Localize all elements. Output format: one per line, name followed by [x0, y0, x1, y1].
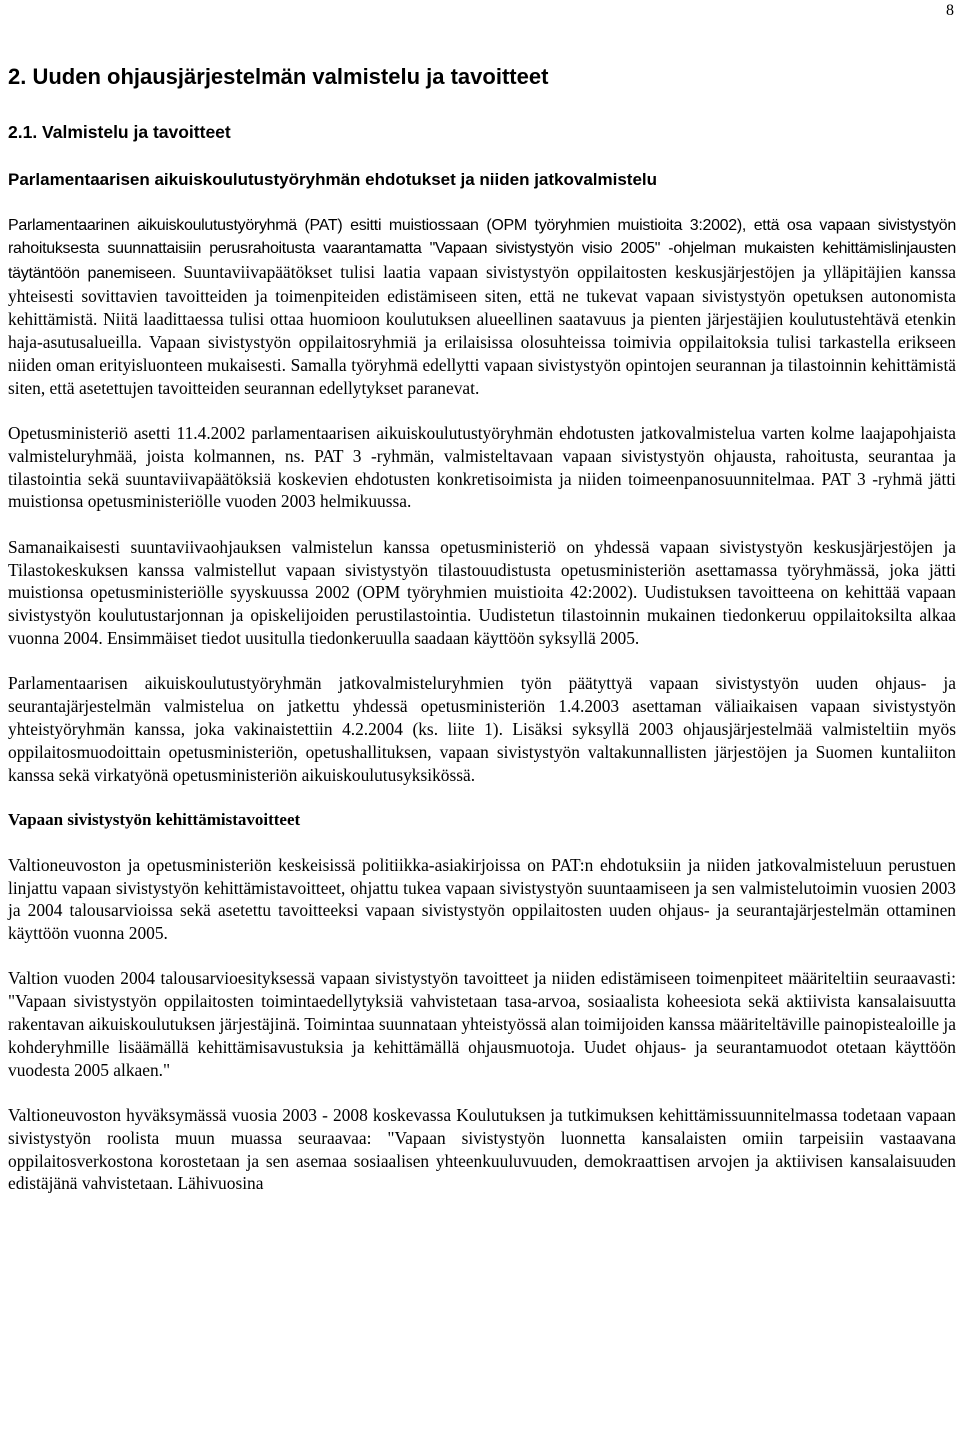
page-number: 8 — [946, 2, 954, 19]
document-body — [8, 64, 956, 1218]
paragraph-6: Valtion vuoden 2004 talousarvioesityksessä vapaan sivistystyön tavoitteet ja niiden edistämiseen toimenpiteet määriteltiin seuraavasti: "Vapaan sivistystyön oppilaitosten toimintaedellytyksiä vahvistetaan tasa-arvoa, sosiaalista koheesiota sekä aktiivista kansalaisuutta rakentavan aikuiskoulutuksen järjestäjinä. Toimintaa suunnataan yhteistyössä alan toimijoiden kanssa määriteltäville painopistealoille ja kohderyhmille lisäämällä kehittämisavustuksia ja kehittämällä ohjausmuotoja. Uudet ohjaus- ja seurantamuodot otetaan käyttöön vuodesta 2005 alkaen." — [8, 968, 956, 1080]
goals-heading: Vapaan sivistystyön kehittämistavoitteet — [8, 809, 301, 829]
section-heading: 2.1. Valmistelu ja tavoitteet — [8, 122, 231, 142]
paragraph-1-sans-part: Parlamentaarinen aikuiskoulutustyöryhmä (PAT) esitti muistiossaan (OPM työryhmien muistioita 3:2002), että osa vapaan sivistystyön rahoituksesta suunnattaisiin perusrahoitusta vaarantamatta "Vapaan sivistystyön visio 2005" -ohjelman mukaisten kehittämislinjausten täytäntöön panemiseen. — [8, 217, 956, 282]
paragraph-3: Samanaikaisesti suuntaviivaohjauksen valmistelun kanssa opetusministeriö on yhdessä vapaan sivistystyön keskusjärjestöjen ja Tilastokeskuksen kanssa valmistellut vapaan sivistystyön tilastouudistusta opetusministeriön asettamassa työryhmässä, joka jätti muistionsa opetusministeriölle syyskuussa 2002 (OPM työryhmien muistioita 42:2002). Uudistuksen tavoitteena on kehittää vapaan sivistystyön koulutustarjonnan ja opiskelijoiden perustilastointia. Uudistetun tilastoinnin mukainen tiedonkeruu oppilaitoksilta alkaa vuonna 2004. Ensimmäiset tiedot uusitulla tiedonkeruulla saadaan käyttöön syksyllä 2005. — [8, 536, 956, 648]
subsection-heading: Parlamentaarisen aikuiskoulutustyöryhmän ehdotukset ja niiden jatkovalmistelu — [8, 170, 658, 189]
paragraph-1 — [8, 215, 956, 399]
chapter-heading: 2. Uuden ohjausjärjestelmän valmistelu ja tavoitteet — [8, 64, 549, 89]
paragraph-1-serif-part: Suuntaviivapäätökset tulisi laatia vapaan sivistystyön oppilaitosten keskusjärjestöjen ja ylläpitäjien kanssa yhteisesti sovittavien tavoitteiden ja toimenpiteiden edistämiseen siten, että ne tukevat vapaan sivistystyön opetuksen autonomista kehittämistä. Niitä laadittaessa tulisi ottaa huomioon koulutuksen alueellinen saatavuus ja pienten järjestäjien koulutustehtävä etenkin haja-asutusalueilla. Vapaan sivistystyön oppilaitosryhmiä ja erilaisissa olosuhteissa toimivia oppilaitoksia tulisi tarkastella erikseen niiden oman erityisluonteen mukaisesti. Samalla työryhmä edellytti vapaan sivistystyön opintojen seurannan ja tilastoinnin kehittämistä siten, että asetettujen tavoitteiden seurannan edellytykset paranevat. — [8, 261, 956, 398]
paragraph-7: Valtioneuvoston hyväksymässä vuosia 2003 - 2008 koskevassa Koulutuksen ja tutkimuksen kehittämissuunnitelmassa todetaan vapaan sivistystyön roolista muun muassa seuraavaa: "Vapaan sivistystyön luonnetta kansalaisten omiin tarpeisiin vastaavana oppilaitosverkostona korostetaan ja sen asemaa sosiaalisen yhteenkuuluvuuden, demokraattisen arvojen ja aktiivisen kansalaisuuden edistäjänä vahvistetaan. Lähivuosina — [8, 1105, 956, 1194]
paragraph-4: Parlamentaarisen aikuiskoulutustyöryhmän jatkovalmisteluryhmien työn päätyttyä vapaan sivistystyön uuden ohjaus- ja seurantajärjestelmän valmistelua on jatkettu yhdessä opetusministeriön 1.4.2003 asettaman väliaikaisen vapaan sivistystyön yhteistyöryhmän kanssa, joka vakinaistettiin 4.2.2004 (ks. liite 1). Lisäksi syksyllä 2003 ohjausjärjestelmää valmisteltiin myös oppilaitosmuodoittain opetusministeriön, opetushallituksen, vapaan sivistystyön valtakunnallisten järjestöjen ja Suomen kuntaliiton kanssa sekä virkatyönä opetusministeriön aikuiskoulutusyksikössä. — [8, 673, 956, 785]
paragraph-2: Opetusministeriö asetti 11.4.2002 parlamentaarisen aikuiskoulutustyöryhmän ehdotusten jatkovalmistelua varten kolme laajapohjaista valmisteluryhmää, joista kolmannen, ns. PAT 3 -ryhmän, valmisteltavaan vapaan sivistystyön ohjausta, rahoitusta, seurantaa ja tilastointia sekä suuntaviivapäätöksiä koskevien ehdotusten konkretisoimista ja niiden toimeenpanosuunnitelmaa. PAT 3 -ryhmä jätti muistionsa opetusministeriölle vuoden 2003 helmikuussa. — [8, 422, 956, 512]
paragraph-5: Valtioneuvoston ja opetusministeriön keskeisissä politiikka-asiakirjoissa on PAT:n ehdotuksiin ja niiden jatkovalmisteluun perustuen linjattu vapaan sivistystyön kehittämistavoitteet, ohjattu tukea vapaan sivistystyön suuntaamiseen ja sen valmistelutoimin vuosien 2003 ja 2004 talousarvioissa sekä asetettu tavoitteeksi vapaan sivistystyön oppilaitosten uuden ohjaus- ja seurantajärjestelmän ottaminen käyttöön vuonna 2005. — [8, 854, 956, 944]
